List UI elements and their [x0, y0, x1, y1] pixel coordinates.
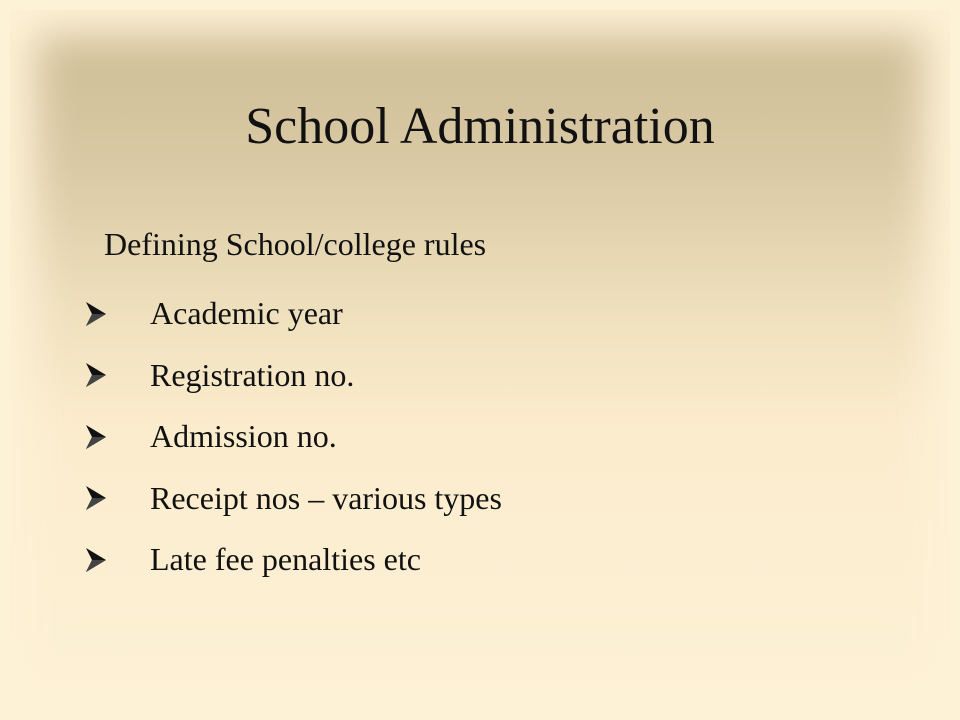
slide-title: School Administration	[245, 98, 715, 155]
arrowhead-bullet-icon	[84, 547, 150, 573]
bullet-label: Registration no.	[150, 356, 355, 393]
bullet-label: Receipt nos – various types	[150, 479, 502, 516]
arrowhead-bullet-icon	[84, 424, 150, 450]
slide-subtitle: Defining School/college rules	[104, 226, 487, 262]
arrowhead-bullet-icon	[84, 362, 150, 388]
bullet-label: Academic year	[150, 295, 343, 332]
bullet-item	[84, 406, 502, 468]
bullet-item	[84, 468, 502, 530]
bullet-list	[84, 283, 502, 591]
bullet-item	[84, 529, 502, 591]
bullet-item	[84, 345, 502, 407]
bullet-label: Late fee penalties etc	[150, 541, 421, 578]
arrowhead-bullet-icon	[84, 301, 150, 327]
bullet-label: Admission no.	[150, 418, 337, 455]
bullet-item	[84, 283, 502, 345]
arrowhead-bullet-icon	[84, 485, 150, 511]
